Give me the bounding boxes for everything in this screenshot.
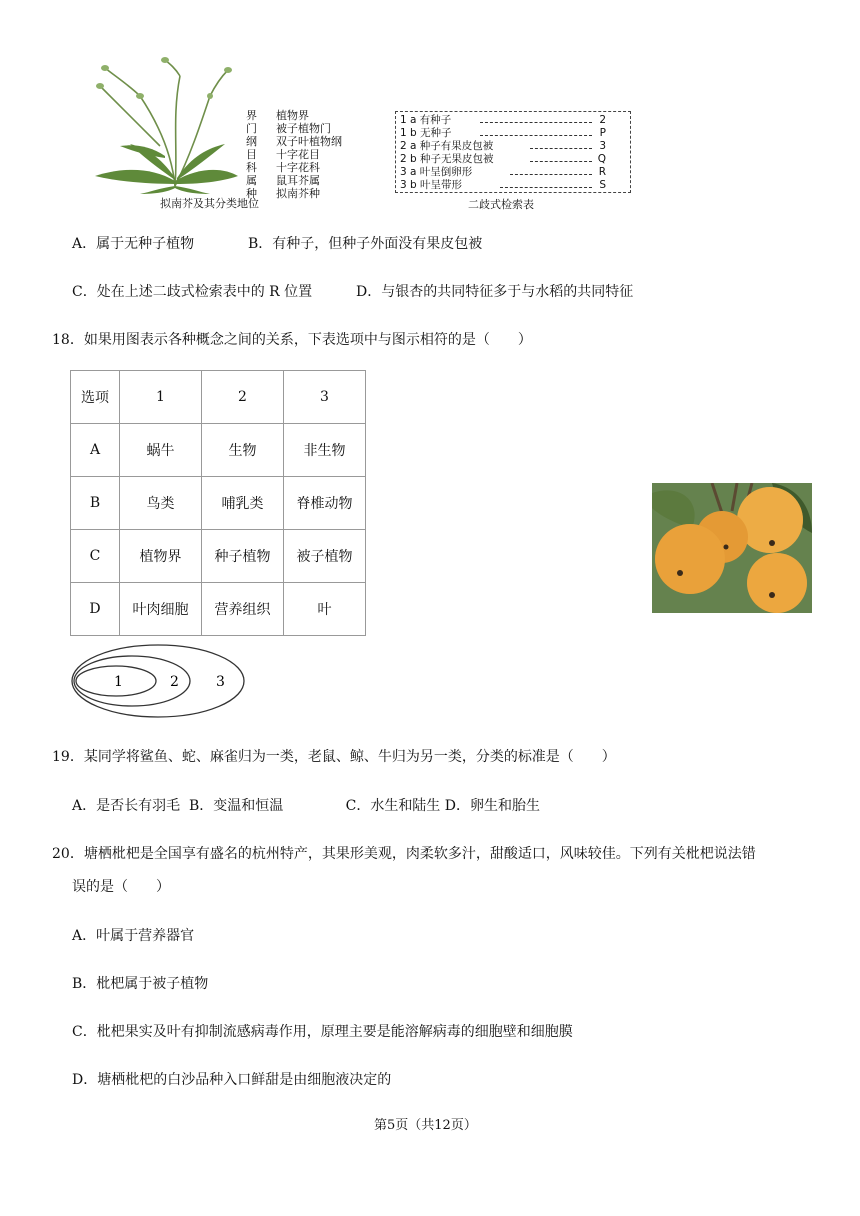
table-header-cell: 2 bbox=[202, 371, 284, 424]
loquat-photo bbox=[652, 483, 812, 613]
q20-stem-line1: 20．塘栖枇杷是全国享有盛名的杭州特产，其果形美观，肉柔软多汁，甜酸适口，风味较佳。下列有关枇杷说法错 bbox=[52, 846, 756, 862]
taxon-name: 十字花目 bbox=[276, 148, 320, 161]
taxonomy-list bbox=[246, 110, 376, 206]
table-cell: 种子植物 bbox=[202, 530, 284, 583]
key-leader bbox=[530, 148, 592, 149]
table-row bbox=[71, 424, 366, 477]
table-cell: 植物界 bbox=[120, 530, 202, 583]
q20-option-b: B．枇杷属于被子植物 bbox=[72, 976, 209, 992]
taxon-rank: 科 bbox=[246, 161, 257, 174]
key-result: P bbox=[599, 127, 606, 139]
key-leader bbox=[480, 135, 592, 136]
key-label: 1 a 有种子 bbox=[400, 114, 452, 126]
q20-option-a: A．叶属于营养器官 bbox=[72, 928, 195, 944]
key-label: 3 a 叶呈倒卵形 bbox=[400, 166, 473, 178]
table-cell: 非生物 bbox=[284, 424, 366, 477]
key-leader bbox=[500, 187, 592, 188]
key-caption: 二歧式检索表 bbox=[468, 198, 534, 211]
plant-illustration bbox=[80, 56, 240, 196]
taxon-name: 双子叶植物纲 bbox=[276, 135, 342, 148]
q17-option-c: C．处在上述二歧式检索表中的 R 位置 bbox=[72, 284, 313, 300]
table-header-cell: 3 bbox=[284, 371, 366, 424]
taxon-name: 植物界 bbox=[276, 109, 309, 122]
dichotomous-key bbox=[395, 111, 631, 193]
diagram-label-3: 3 bbox=[216, 674, 225, 690]
q19-options: A．是否长有羽毛 B．变温和恒温 C．水生和陆生 D．卵生和胎生 bbox=[72, 798, 540, 814]
key-row bbox=[400, 115, 626, 127]
table-cell: 哺乳类 bbox=[202, 477, 284, 530]
q17-option-d: D．与银杏的共同特征多于与水稻的共同特征 bbox=[356, 284, 634, 300]
key-row bbox=[400, 154, 626, 166]
key-leader bbox=[530, 161, 592, 162]
q20-option-c: C．枇杷果实及叶有抑制流感病毒作用，原理主要是能溶解病毒的细胞壁和细胞膜 bbox=[72, 1024, 573, 1040]
taxon-rank: 属 bbox=[246, 174, 257, 187]
taxon-rank: 目 bbox=[246, 148, 257, 161]
taxon-rank: 界 bbox=[246, 109, 257, 122]
q18-stem: 18．如果用图表示各种概念之间的关系，下表选项中与图示相符的是（ ） bbox=[52, 332, 532, 348]
taxon-name: 十字花科 bbox=[276, 161, 320, 174]
table-header-cell: 1 bbox=[120, 371, 202, 424]
taxon-rank: 纲 bbox=[246, 135, 257, 148]
key-label: 3 b 叶呈带形 bbox=[400, 179, 463, 191]
table-row bbox=[71, 477, 366, 530]
table-cell: C bbox=[71, 530, 120, 583]
page-footer: 第5页（共12页） bbox=[374, 1118, 477, 1133]
table-row bbox=[71, 583, 366, 636]
key-row bbox=[400, 128, 626, 140]
table-cell: 叶 bbox=[284, 583, 366, 636]
table-cell: A bbox=[71, 424, 120, 477]
table-row bbox=[71, 530, 366, 583]
key-leader bbox=[510, 174, 592, 175]
key-result: 2 bbox=[599, 114, 606, 126]
taxon-name: 被子植物门 bbox=[276, 122, 331, 135]
key-result: Q bbox=[597, 153, 606, 165]
table-cell: 生物 bbox=[202, 424, 284, 477]
q17-option-b: B．有种子，但种子外面没有果皮包被 bbox=[248, 236, 483, 252]
table-cell: 叶肉细胞 bbox=[120, 583, 202, 636]
table-header-row bbox=[71, 371, 366, 424]
taxon-rank: 种 bbox=[246, 187, 257, 200]
key-row bbox=[400, 141, 626, 153]
table-cell: D bbox=[71, 583, 120, 636]
key-label: 2 b 种子无果皮包被 bbox=[400, 153, 494, 165]
table-header-cell: 选项 bbox=[71, 371, 120, 424]
concept-diagram bbox=[70, 643, 250, 723]
key-result: 3 bbox=[599, 140, 606, 152]
table-cell: 被子植物 bbox=[284, 530, 366, 583]
plant-figure bbox=[80, 56, 380, 212]
table-cell: 鸟类 bbox=[120, 477, 202, 530]
taxon-rank: 门 bbox=[246, 122, 257, 135]
key-label: 1 b 无种子 bbox=[400, 127, 452, 139]
key-result: R bbox=[598, 166, 606, 178]
key-label: 2 a 种子有果皮包被 bbox=[400, 140, 494, 152]
table-cell: 营养组织 bbox=[202, 583, 284, 636]
key-result: S bbox=[599, 179, 606, 191]
taxon-name: 拟南芥种 bbox=[276, 187, 320, 200]
table-cell: 蜗牛 bbox=[120, 424, 202, 477]
diagram-label-1: 1 bbox=[114, 674, 123, 690]
key-row bbox=[400, 180, 626, 192]
plant-figure-caption: 拟南芥及其分类地位 bbox=[160, 197, 259, 210]
q18-table bbox=[70, 370, 366, 636]
key-row bbox=[400, 167, 626, 179]
key-leader bbox=[480, 122, 592, 123]
q20-option-d: D．塘栖枇杷的白沙品种入口鲜甜是由细胞液决定的 bbox=[72, 1072, 392, 1088]
q20-stem-line2: 误的是（ ） bbox=[72, 879, 170, 895]
table-cell: 脊椎动物 bbox=[284, 477, 366, 530]
q17-option-a: A．属于无种子植物 bbox=[72, 236, 195, 252]
table-cell: B bbox=[71, 477, 120, 530]
taxon-name: 鼠耳芥属 bbox=[276, 174, 320, 187]
q19-stem: 19．某同学将鲨鱼、蛇、麻雀归为一类，老鼠、鲸、牛归为另一类，分类的标准是（ ） bbox=[52, 749, 616, 765]
diagram-label-2: 2 bbox=[170, 674, 179, 690]
